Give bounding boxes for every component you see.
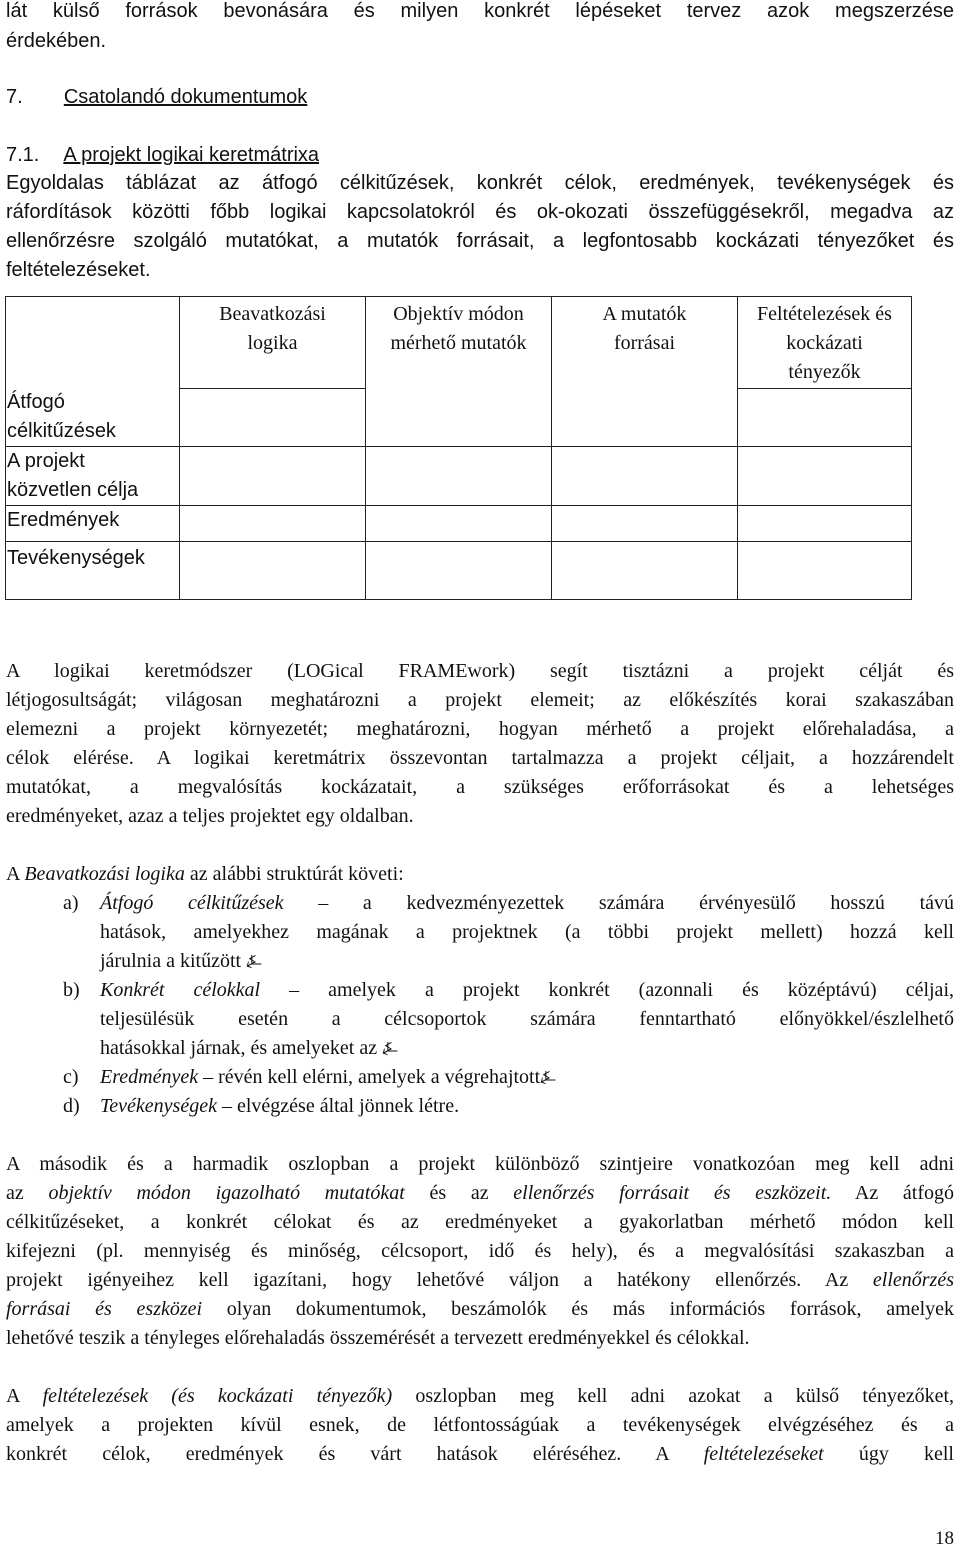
table-line [5, 296, 6, 600]
table-line [5, 541, 912, 542]
para4-line-3: konkrét célok, eredmények és várt hatások eléréséhez. A feltételezéseket úgy kell [6, 1443, 954, 1465]
item-a-marker: a) [63, 892, 79, 914]
para4-line-1: A feltételezések (és kockázati tényezők) oszlopban meg kell adni azokat a külső tényezőket, [6, 1385, 955, 1407]
page-number: 18 [935, 1528, 954, 1549]
para3-line-6: forrásai és eszközei olyan dokumentumok, beszámolók és más információs források, amelyek [6, 1298, 954, 1320]
intro-line-1: lát külső források bevonására és milyen konkrét lépéseket tervez azok megszerzése [6, 0, 954, 22]
item-a-line-3: járulnia a kitűzött ⍼ [100, 950, 262, 972]
para1-line-5: mutatókat, a megvalósítás kockázatait, a szükséges erőforrásokat és a lehetséges [6, 776, 954, 798]
table-line [5, 505, 912, 506]
para2-lead: A Beavatkozási logika az alábbi struktúrát követi: [6, 863, 404, 885]
header-objektiv-mutatok: Objektív módon mérhető mutatók [390, 303, 527, 354]
table-line [5, 296, 912, 297]
para1-line-6: eredményeket, azaz a teljes projektet egy oldalban. [6, 805, 414, 827]
para3-line-5: projekt igényeihez kell igazítani, hogy lehetővé váljon a hatékony ellenőrzés. Az ellenőrzés [6, 1269, 954, 1291]
para3-line-4: kifejezni (pl. mennyiség és minőség, célcsoport, idő és hely), és a megvalósítási szakaszban a [6, 1240, 954, 1262]
table-line [179, 388, 366, 389]
item-c-marker: c) [63, 1066, 79, 1088]
item-a-line-1: Átfogó célkitűzések – a kedvezményezettek számára érvényesülő hosszú távú [100, 892, 955, 914]
section-7-1-title: A projekt logikai keretmátrixa [63, 144, 320, 166]
section-7-1-number: 7.1. [6, 144, 40, 166]
para4-line-2: amelyek a projekten kívül esnek, de létfontosságúak a tevékenységek elvégzéséhez és a [6, 1414, 954, 1436]
item-a-line-2: hatások, amelyekhez magának a projektnek (a többi projekt mellett) hozzá kell [100, 921, 954, 943]
header-feltetelezesek: Feltételezések és kockázati tényezők [757, 303, 892, 383]
arrow-icon: ⍼ [246, 951, 262, 972]
arrow-icon: ⍼ [382, 1038, 398, 1059]
section-7-1-line-1: Egyoldalas táblázat az átfogó célkitűzések, konkrét célok, eredmények, tevékenységek és [6, 172, 954, 194]
table-line [911, 296, 912, 600]
table-line [737, 388, 912, 389]
item-b-marker: b) [63, 979, 80, 1001]
arrow-icon: ⍼ [540, 1067, 556, 1088]
intro-line-2: érdekében. [6, 30, 107, 52]
item-b-line-3: hatásokkal járnak, és amelyeket az ⍼ [100, 1037, 398, 1059]
para1-line-1: A logikai keretmódszer (LOGical FRAMEwork) segít tisztázni a projekt célját és [6, 660, 954, 682]
section-7-number: 7. [6, 86, 23, 108]
para3-line-7: lehetővé teszik a tényleges előrehaladás összemérését a tervezett eredményekkel és célokkal. [6, 1327, 750, 1349]
item-d-marker: d) [63, 1095, 80, 1117]
item-b-line-1: Konkrét célokkal – amelyek a projekt konkrét (azonnali és középtávú) céljai, [100, 979, 954, 1001]
para3-line-2: az objektív módon igazolható mutatókat és az ellenőrzés forrásait és eszközeit. Az átfogó [6, 1182, 954, 1204]
row-label-projekt-celja: A projekt közvetlen célja [7, 450, 139, 501]
para3-line-3: célkitűzéseket, a konkrét célokat és az eredményeket a gyakorlatban mérhető módon kell [6, 1211, 954, 1233]
section-7-heading [6, 86, 954, 109]
table-line [5, 446, 912, 447]
table-line [5, 599, 912, 600]
item-b-line-2: teljesülésük esetén a célcsoportok számára fenntartható előnyökkel/észlelhető [100, 1008, 954, 1030]
row-label-tevekenysegek: Tevékenységek [7, 547, 145, 569]
row-label-eredmenyek: Eredmények [7, 509, 120, 531]
para3-line-1: A második és a harmadik oszlopban a projekt különböző szintjeire vonatkozóan meg kell adni [6, 1153, 954, 1175]
para1-line-2: létjogosultságát; világosan meghatározni a projekt elemeit; az előkészítés korai szakaszában [6, 689, 954, 711]
header-mutatok-forrasai: A mutatók forrásai [602, 303, 687, 354]
item-d-line: Tevékenységek – elvégzése által jönnek létre. [100, 1095, 460, 1117]
section-7-1-heading [6, 144, 954, 167]
para1-line-3: elemezni a projekt környezetét; meghatározni, hogyan mérhető a projekt előrehaladása, a [6, 718, 954, 740]
row-label-atfogo: Átfogó célkitűzések [7, 391, 116, 442]
header-beavatkozasi-logika: Beavatkozási logika [219, 303, 326, 354]
section-7-1-line-2: ráfordítások közötti főbb logikai kapcsolatokról és ok-okozati összefüggésekről, megadva az [6, 201, 954, 223]
section-7-1-line-4: feltételezéseket. [6, 259, 151, 281]
para1-line-4: célok elérése. A logikai keretmátrix összevontan tartalmazza a projekt céljait, a hozzárendelt [6, 747, 954, 769]
item-c-line: Eredmények – révén kell elérni, amelyek a végrehajtott⍼ [100, 1066, 556, 1088]
section-7-title: Csatolandó dokumentumok [63, 86, 308, 108]
section-7-1-line-3: ellenőrzésre szolgáló mutatókat, a mutatók forrásait, a legfontosabb kockázati tényezőket és [6, 230, 954, 252]
